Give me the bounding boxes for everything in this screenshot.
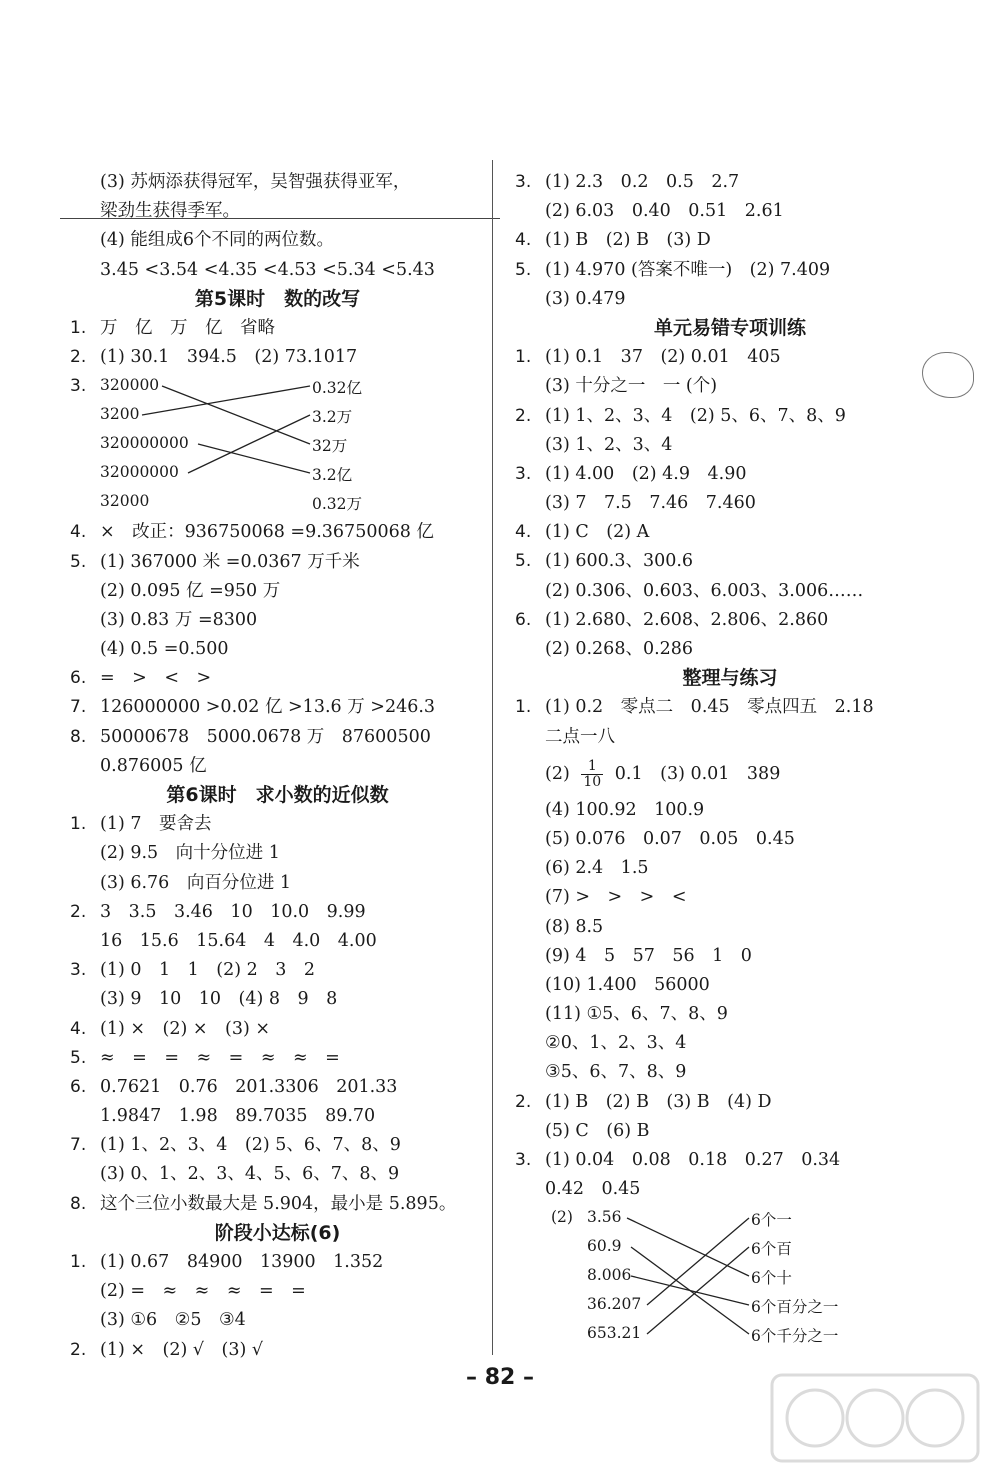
answer-line [70, 577, 485, 606]
answer-text: 这个三位小数最大是 5.904，最小是 5.895。 [100, 1193, 457, 1214]
item-number: 8. [70, 726, 87, 747]
match-left-item: 3200 [100, 405, 140, 424]
answer-line [515, 547, 945, 576]
answer-text: (1) 0.04 0.08 0.18 0.27 0.34 [545, 1150, 841, 1170]
answer-text: (5) 0.076 0.07 0.05 0.45 [545, 828, 795, 849]
answer-line [515, 854, 945, 883]
answer-line [70, 1190, 485, 1219]
answer-line [515, 343, 945, 372]
item-number: 2. [70, 347, 87, 368]
answer-text: (3) 苏炳添获得冠军，吴智强获得亚军， [100, 172, 411, 192]
answer-text: (4) 0.5 =0.500 [100, 639, 229, 660]
page-number: – 82 – [466, 1365, 534, 1390]
item-number: 1. [70, 317, 87, 338]
item-number: 8. [70, 1193, 87, 1214]
answer-text: = > < > [100, 668, 212, 689]
answer-text: (1) × (2) √ (3) √ [100, 1339, 264, 1360]
answer-text: (7) > > > < [545, 887, 687, 908]
answer-text: (2) 6.03 0.40 0.51 2.61 [545, 201, 784, 222]
answer-text: (4) 能组成6个不同的两位数。 [100, 230, 334, 251]
item-number: 3. [70, 960, 87, 981]
item-number: 2. [515, 405, 532, 426]
lesson6-heading: 第6课时 求小数的近似数 [166, 784, 389, 806]
match-label: (2) [551, 1208, 573, 1227]
item-number: 2. [70, 901, 87, 922]
match-left-item: 36.207 [587, 1295, 642, 1314]
answer-line [515, 168, 945, 197]
match-line [198, 444, 310, 473]
item-number: 1. [515, 697, 532, 718]
answer-text: (3) 0.479 [545, 288, 626, 309]
item-number: 3. [515, 172, 532, 192]
answer-text: (3) ①6 ②5 ③4 [100, 1310, 246, 1331]
answer-line [70, 197, 485, 226]
answer-line [515, 971, 945, 1000]
answer-line [70, 752, 485, 781]
match-line [627, 1218, 749, 1276]
item-number: 1. [70, 814, 87, 835]
stage-test-answers [70, 1248, 485, 1365]
item-number: 6. [70, 1076, 87, 1097]
answer-line [70, 606, 485, 635]
answer-text: 梁劲生获得季军。 [100, 201, 240, 222]
match-left-item: 32000 [100, 492, 150, 511]
answer-line [70, 314, 485, 343]
answer-text: (11) ①5、6、7、8、9 [545, 1004, 728, 1025]
answer-text: (2) 0.095 亿 =950 万 [100, 580, 281, 601]
answer-line [515, 518, 945, 547]
review-heading: 整理与练习 [682, 667, 778, 690]
answer-line [70, 1277, 485, 1306]
answer-text: (1) 4.970 (答案不唯一) (2) 7.409 [545, 259, 831, 280]
fraction [581, 759, 603, 790]
answer-line [70, 810, 485, 839]
answer-text: 3 3.5 3.46 10 10.0 9.99 [100, 901, 366, 922]
answer-text: (10) 1.400 56000 [545, 974, 710, 995]
answer-text: (3) 9 10 10 (4) 8 9 8 [100, 989, 338, 1010]
answer-line [70, 548, 485, 577]
answer-line [515, 226, 945, 255]
answer-text: (1) 1、2、3、4 (2) 5、6、7、8、9 [100, 1135, 401, 1156]
answer-line [515, 796, 945, 825]
answer-line [515, 256, 945, 285]
match-right-item: 6个百 [751, 1240, 792, 1259]
left-column [70, 168, 485, 1365]
answer-text: (3) 0.83 万 =8300 [100, 609, 258, 630]
item-number: 3. [515, 1150, 532, 1170]
match-left-item: 653.21 [587, 1324, 642, 1343]
match-left-item: 60.9 [587, 1237, 622, 1256]
answer-line [515, 1146, 945, 1175]
fraction-line-post: 0.1 (3) 0.01 389 [614, 763, 781, 784]
answer-line [70, 226, 485, 255]
item-number: 5. [515, 259, 532, 280]
answer-text: (8) 8.5 [545, 916, 604, 937]
item-number: 5. [70, 551, 87, 572]
answer-text: 万 亿 万 亿 省略 [100, 317, 275, 338]
answer-line [70, 635, 485, 664]
item-number: 1. [70, 1252, 87, 1272]
answer-line [70, 1131, 485, 1160]
answer-line [515, 883, 945, 912]
match-right-item: 32万 [312, 437, 348, 456]
match-right-item: 0.32万 [312, 495, 363, 514]
answer-line [515, 606, 945, 635]
answer-text: (5) C (6) B [545, 1120, 650, 1141]
match-right-item: 6个一 [751, 1211, 792, 1230]
answer-text: (1) 2.3 0.2 0.5 2.7 [545, 172, 740, 192]
match-right-item: 3.2亿 [312, 466, 353, 485]
answer-text: (1) B (2) B (3) D [545, 230, 711, 251]
fraction-line-pre: (2) [545, 763, 570, 784]
answer-text: (1) 600.3、300.6 [545, 551, 694, 572]
answer-text: (1) 1、2、3、4 (2) 5、6、7、8、9 [545, 405, 846, 426]
answer-line [70, 723, 485, 752]
answer-text: (3) 十分之一 一 (个) [545, 376, 718, 397]
item-number: 2. [515, 1091, 532, 1112]
answer-line [70, 839, 485, 868]
item-number: 4. [70, 1018, 87, 1039]
item-number: 7. [70, 1135, 87, 1156]
answer-line [70, 985, 485, 1014]
answer-line [70, 256, 485, 285]
answer-text: ③5、6、7、8、9 [545, 1062, 687, 1083]
answer-line [515, 402, 945, 431]
review-answers-b [515, 796, 945, 1205]
answer-line [515, 913, 945, 942]
answer-line [70, 664, 485, 693]
answer-line [515, 577, 945, 606]
lesson5-heading: 第5课时 数的改写 [194, 287, 361, 310]
item-number: 4. [515, 522, 532, 543]
match-left-item: 320000000 [100, 434, 189, 453]
answer-text: (2) = ≈ ≈ ≈ = = [100, 1281, 306, 1302]
answer-text: ②0、1、2、3、4 [545, 1033, 687, 1054]
fraction-line [515, 752, 945, 796]
watermark-logo [770, 1373, 980, 1463]
unit-error-heading: 单元易错专项训练 [653, 316, 806, 339]
item-number: 4. [70, 522, 87, 543]
answer-line [515, 1029, 945, 1058]
answer-text: 126000000 >0.02 亿 >13.6 万 >246.3 [100, 697, 436, 718]
answer-text: (1) 367000 米 =0.0367 万千米 [100, 551, 360, 572]
answer-line [515, 285, 945, 314]
match-line [188, 415, 310, 473]
answer-line [70, 1102, 485, 1131]
item-number: 7. [70, 697, 87, 718]
answer-text: (1) 4.00 (2) 4.9 4.90 [545, 463, 747, 484]
answer-line [515, 723, 945, 752]
answer-line [515, 635, 945, 664]
answer-line [70, 693, 485, 722]
answer-text: (1) 2.680、2.608、2.806、2.860 [545, 609, 829, 630]
answer-line [515, 825, 945, 854]
answer-line [515, 431, 945, 460]
match-left-item: 3.56 [587, 1208, 622, 1227]
item-number: 1. [515, 347, 532, 368]
answer-line [70, 1306, 485, 1335]
match-right-item: 6个十 [751, 1269, 792, 1288]
answer-line [70, 927, 485, 956]
item-number: 2. [70, 1339, 87, 1360]
answer-line [515, 460, 945, 489]
answer-text: (2) 0.268、0.286 [545, 639, 694, 659]
answer-text: ≈ = = ≈ = ≈ ≈ = [100, 1047, 340, 1068]
match-left-item: 8.006 [587, 1266, 632, 1285]
answer-text: (2) 9.5 向十分位进 1 [100, 843, 280, 864]
column-divider [492, 160, 493, 1355]
answer-line [515, 1117, 945, 1146]
answer-text: 0.7621 0.76 201.3306 201.33 [100, 1076, 398, 1097]
item-number: 6. [515, 609, 532, 630]
answer-line [70, 1248, 485, 1277]
matching-exercise-1 [70, 372, 485, 518]
left-intro [70, 168, 485, 285]
item-number: 3. [70, 376, 87, 397]
answer-text: (1) × (2) × (3) × [100, 1018, 271, 1039]
answer-line [70, 343, 485, 372]
answer-text: (3) 7 7.5 7.46 7.460 [545, 493, 756, 514]
answer-line [70, 1073, 485, 1102]
answer-text: (4) 100.92 100.9 [545, 799, 705, 820]
answer-line [515, 197, 945, 226]
match-right-item: 6个百分之一 [751, 1298, 839, 1317]
item-number: 6. [70, 668, 87, 689]
answer-text: (3) 0、1、2、3、4、5、6、7、8、9 [100, 1164, 400, 1185]
match-right-item: 0.32亿 [312, 379, 363, 398]
lesson5-answers [70, 314, 485, 372]
answer-text: (6) 2.4 1.5 [545, 858, 649, 879]
matching-exercise-2 [515, 1204, 945, 1350]
answer-text: 0.42 0.45 [545, 1179, 641, 1200]
answer-text: (1) 7 要舍去 [100, 814, 212, 835]
fraction-numerator: 1 [581, 759, 603, 775]
item-number: 4. [515, 230, 532, 251]
right-column [515, 168, 945, 1350]
answer-text: (2) 0.306、0.603、6.003、3.006…… [545, 580, 864, 601]
item-number: 5. [70, 1047, 87, 1068]
answer-text: (1) 0.67 84900 13900 1.352 [100, 1252, 384, 1272]
right-intro [515, 168, 945, 314]
answer-text: 3.45 <3.54 <4.35 <4.53 <5.34 <5.43 [100, 259, 435, 280]
answer-text: 16 15.6 15.64 4 4.0 4.00 [100, 930, 377, 951]
answer-text: 0.876005 亿 [100, 755, 207, 776]
answer-text: (1) 0.2 零点二 0.45 零点四五 2.18 [545, 697, 874, 718]
answer-text: × 改正：936750068 =9.36750068 亿 [100, 522, 434, 543]
answer-text: (3) 1、2、3、4 [545, 434, 673, 455]
lesson6-answers [70, 810, 485, 1219]
answer-line [515, 693, 945, 722]
answer-line [70, 956, 485, 985]
answer-line [70, 1015, 485, 1044]
answer-text: 1.9847 1.98 89.7035 89.70 [100, 1106, 376, 1127]
unit-error-answers [515, 343, 945, 664]
answer-line [515, 1058, 945, 1087]
answer-text: (1) 30.1 394.5 (2) 73.1017 [100, 347, 358, 368]
answer-line [515, 1175, 945, 1204]
match-left-item: 320000 [100, 376, 160, 395]
answer-line [70, 869, 485, 898]
answer-text: (1) 0.1 37 (2) 0.01 405 [545, 347, 781, 368]
answer-line [515, 1000, 945, 1029]
match-right-item: 3.2万 [312, 408, 353, 427]
match-line [647, 1247, 749, 1334]
answer-line [515, 1088, 945, 1117]
match-left-item: 32000000 [100, 463, 179, 482]
answer-text: 二点一八 [545, 726, 615, 747]
item-number: 5. [515, 551, 532, 572]
answer-text: 50000678 5000.0678 万 87600500 [100, 726, 431, 747]
answer-line [515, 942, 945, 971]
answer-text: (3) 6.76 向百分位进 1 [100, 872, 292, 893]
answer-line [70, 168, 485, 197]
answer-line [70, 1044, 485, 1073]
item-number: 3. [515, 463, 532, 484]
answer-text: (1) 0 1 1 (2) 2 3 2 [100, 960, 316, 981]
answer-line [70, 898, 485, 927]
match-line [631, 1276, 749, 1305]
answer-text: (1) C (2) A [545, 522, 650, 543]
answer-line [70, 518, 485, 547]
stage-test-heading: 阶段小达标(6) [214, 1221, 341, 1244]
answer-text: (1) B (2) B (3) B (4) D [545, 1091, 772, 1112]
answer-text: (9) 4 5 57 56 1 0 [545, 945, 752, 966]
answer-line [70, 1160, 485, 1189]
match-right-item: 6个千分之一 [751, 1327, 839, 1346]
answer-line [515, 489, 945, 518]
answer-line [515, 372, 945, 401]
answer-line [70, 1336, 485, 1365]
lesson5-answers-cont [70, 518, 485, 781]
review-answers-a [515, 693, 945, 751]
fraction-denominator: 10 [583, 773, 602, 790]
